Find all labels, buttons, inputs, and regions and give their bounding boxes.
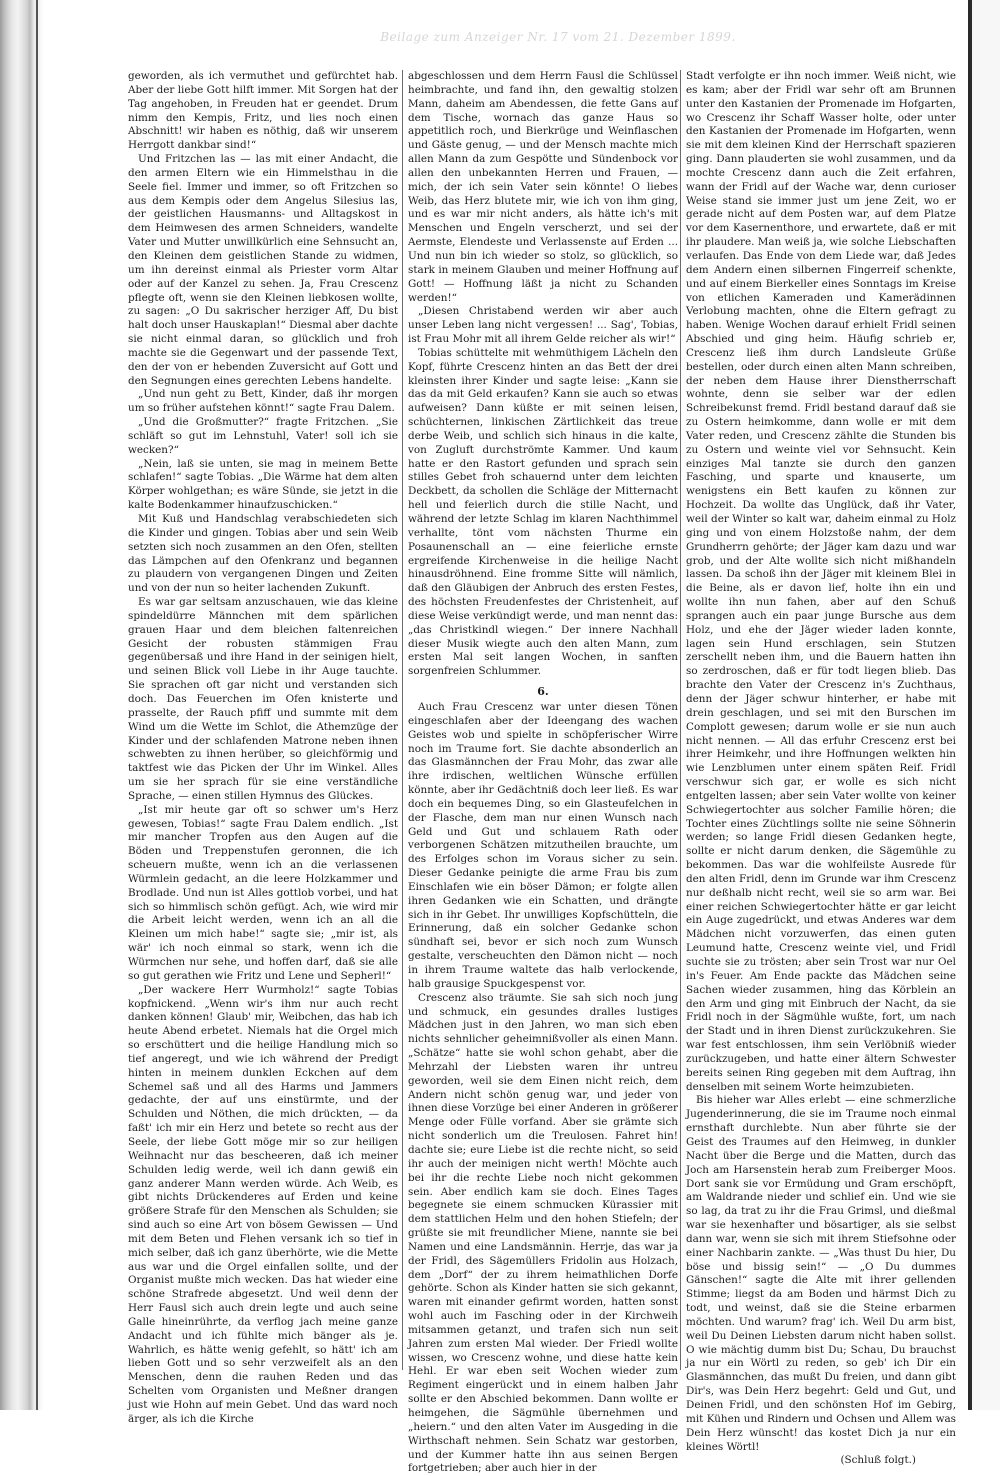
paragraph: „Der wackere Herr Wurmholz!“ sagte Tobias kopfnickend. „Wenn wir's ihm nur auch recht danken können! Glaub' mir, Weibchen, das hab ich heute Abend erbetet. Niemals hat die Orgel mich so erschüttert und die heilige Handlung mich so tief angeregt, und wie ich während der Predigt hinten in meinem dunklen Eckchen auf dem Schemel saß und all des Harms und Jammers gedachte, der auf uns einstürmte, und der Schulden und Nöthen, die mich drückten, — da faßt' ich mir ein Herz und betete so recht aus der Seele, der liebe Gott möge mir so zur heiligen Weihnacht nur das bescheeren, daß ich meiner Schulden ledig werde, weil ich dann gewiß ein ganz anderer Mann werden würde. Ach Weib, es gibt nichts Drückenderes auf Erden und keine größere Strafe für den Menschen als Schulden; sie sind auch so eine Art von bösem Gewissen — Und mit dem Beten und Flehen versank ich so tief in mich selber, daß ich ganz überhörte, wie die Mette aus war und die Orgel einfallen sollte, und der Organist mußte mich wecken. Das hat wieder eine schöne Strafrede abgesetzt. Und weil denn der Herr Fausl sich auch drein legte und auch seine Galle hineinrührte, da verflog jach meine ganze Andacht und ich fühlte mich bänger als je. Wahrlich, es hätte wenig gefehlt, so hätt' ich am lieben Gott und so sehr verzweifelt als an den Menschen, denn die rauhen Reden und das Schelten vom Organisten und Meßner drangen just wie Hohn auf mein Gebet. Und das ward noch ärger, als ich die Kirche [128,983,398,1425]
column-rule [402,70,403,1370]
paragraph: abgeschlossen und dem Herrn Fausl die Schlüssel heimbrachte, und fand ihn, den gewaltig stolzen Mann, daheim am Abendessen, die fette Gans auf dem Tische, wornach das ganze Haus so appetitlich roch, und Bierkrüge und Weinflaschen und Gäste genug, — und der Mensch machte mich allen Mann da zum Gespötte und Sündenbock vor allen den unbekannten Herren und Frauen, — mich, der ich sein Vater sein könnte! O liebes Weib, das Herz blutete mir, wie ich von ihm ging, und es war mir nicht anders, als hätte ich's mit Menschen und Engeln verscherzt, und sei der Aermste, Elendeste und Verlassenste auf Erden ... Und nun bin ich wieder so stolz, so glücklich, so stark in meinem Glauben und meiner Hoffnung auf Gott! — Hoffnung läßt ja nicht zu Schanden werden!“ [408,70,678,304]
text-column-2 [408,70,678,1475]
paragraph: Tobias schüttelte mit wehmüthigem Lächeln den Kopf, führte Crescenz hinten an das Bett der drei kleinsten ihrer Kinder und sagte leise: „Kann sie das da mit Geld erkaufen? Kann sie auch so etwas aufweisen? Dann küßte er mit seinen leisen, schüchternen, linkischen Zärtlichkeit das treue derbe Weib, und schlich sich hinaus in die kalte, von Zugluft durchströmte Kammer. Und kaum hatte er den Rastort gefunden und sprach sein stilles Gebet froh schauernd unter dem leichten Deckbett, da schollen die Schläge der Mitternacht hell und feierlich durch die stille Nacht, und während der letzte Schlag im klaren Nachthimmel verhallte, tönt vom nächsten Thurme ein Posaunenschall an — eine feierliche ernste ergreifende Kirchenweise in die heilige Nacht hinausdröhnend. Eine fromme Sitte will nämlich, daß den Gläubigen der Anbruch des ersten Festes, des höchsten Freudenfestes der Christenheit, auf diese Weise verkündigt werde, und man nennt das: „das Christkindl wiegen.“ Der innere Nachhall dieser Musik wiegte auch den alten Mann, zum ersten Mal seit langen Wochen, in sanften sorgenfreien Schlummer. [408,346,678,678]
page-margin-right [972,0,1000,1410]
paragraph: Crescenz also träumte. Sie sah sich noch jung und schmuck, ein gesundes dralles lustiges Mädchen just in den Jahren, wo man sich eben nichts sehnlicher geheimnißvoller als einen Mann. „Schätze“ hatte sie wohl schon gehabt, aber die Mehrzahl der Liebsten waren ihr untreu geworden, weil sie dem Einen nicht reich, dem Andern nicht schön genug war, und jeder von ihnen diese Vorzüge bei einer Anderen in größerer Menge oder Fülle vorfand. Aber sie grämte sich nicht sonderlich um die Treulosen. Fahret hin! dachte sie; eure Liebe ist die rechte nicht, so seid ihr auch der meinigen nicht werth! Möchte auch bei ihr die rechte Liebe noch nicht gekommen sein. Aber endlich kam sie doch. Eines Tages begegnete sie einem schmucken Kürassier mit dem stattlichen Helm und den hohen Stiefeln; der grüßte sie mit freundlicher Miene, nannte sie bei Namen und eine Landsmännin. Herrje, das war ja der Fridl, des Sägemüllers Fridolin aus Holzach, dem „Dorf“ der zu ihrem heimathlichen Dorfe gehörte. Schon als Kinder hatten sie sich gekannt, waren mit einander gefirmt worden, hatten sonst wohl auch im Fasching oder in der Kirchweih mitsammen getanzt, und trafen sich nun seit Jahren zum ersten Mal wieder. Der Friedl wollte wissen, wo Crescenz wohne, und diese hatte kein Hehl. Er war eben seit Wochen wieder zum Regiment eingerückt und in einem halben Jahr sollte er den Abschied bekommen. Dann wollte er heimgehen, die Sägmühle übernehmen und „heiern.“ und den alten Vater im Ausgeding in die Wirthschaft nehmen. Sein Schatz war gestorben, und der Kummer hatte ihn aus seinen Bergen fortgetrieben; aber auch hier in der [408,991,678,1475]
paragraph: geworden, als ich vermuthet und gefürchtet hab. Aber der liebe Gott hilft immer. Mit Sorgen hat der Tag angehoben, in Freuden hat er geendet. Drum nimm den Kempis, Fritz, und lies noch einen Abschnitt! wir haben es nöthig, daß wir unserem Herrgott dankbar sind!“ [128,70,398,152]
paragraph: Stadt verfolgte er ihn noch immer. Weiß nicht, wie es kam; aber der Fridl war sehr oft am Brunnen unter den Kastanien der Promenade im Hofgarten, wo Crescenz ihr Schaff Wasser holte, oder unter den Kastanien der Promenade im Hofgarten, wenn sie mit dem kleinen Kind der Herrschaft spazieren ging. Dann plauderten sie wohl zusammen, und da mochte Crescenz dann auch die Zeit erfahren, wann der Fridl auf der Wache war, denn curioser Weise stand sie immer just um jene Zeit, wo er gerade nicht auf dem Posten war, auf dem Platze vor dem Kasernenthore, und erwartete, daß er mit ihr plaudere. Man weiß ja, wie solche Liebschaften verlaufen. Das Ende von dem Liede war, daß Jedes dem Andern einen silbernen Fingerreif schenkte, und auf einem Bierkeller eines Sonntags im Kreise von etlichen Kameraden und Kamerädinnen Verlobung machten, ohne die Eltern gefragt zu haben. Wenige Wochen darauf erhielt Fridl seinen Abschied und ging heim. Häufig schrieb er, Crescenz ließ ihm durch Landsleute Grüße bestellen, oder durch einen alten Mann schreiben, der neben dem Hause ihrer Dienstherrschaft wohnte, denn sie selber war der edlen Schreibekunst fremd. Fridl bestand darauf daß sie zu Ostern heimkomme, dann wolle er mit dem Vater reden, und Crescenz zählte die Stunden bis zu Ostern und weinte viel vor Sehnsucht. Kein einziges Mal tanzte sie durch den ganzen Fasching, und sparte und knauserte, um wenigstens ein Bett kaufen zu können zur Hochzeit. Da wollte das Unglück, daß ihr Vater, weil der Winter so kalt war, daheim einmal zu Holz ging und von einem Holzstoße nahm, der dem Grundherrn gehörte; der Jäger kam dazu und war grob, und der Alte wollte sich nicht mißhandeln lassen. Da schoß ihn der Jäger mit kleinem Blei in die Beine, als er davon lief, holte ihn ein und wollte ihn nun fahen, aber auf den Schuß sprangen auch ein paar junge Bursche aus dem Holz, und ehe der Jäger wieder laden konnte, lagen sein Hund erschlagen, sein Stutzen zerschellt neben ihm, und die Bauern hatten ihn so zerdroschen, daß er für todt liegen blieb. Das brachte den Vater der Crescenz in's Zuchthaus, denn der Jäger schwur hinterher, er habe mit drein geschlagen, und sei mit den Burschen im Complott gewesen; darum wolle er sie nun auch nicht nennen. — All das erfuhr Crescenz erst bei ihrer Heimkehr, und ihre Hoffnungen welkten hin wie Lenzblumen unter einem späten Reif. Fridl verschwur sich gar, er wolle es sich nicht entgelten lassen; aber sein Vater wollte von keiner Schwiegertochter aus solcher Familie hören; die Tochter eines Züchtlings sollte nie seine Söhnerin werden; so lange Fridl diesen Gedanken hegte, sollte er nicht darum denken, die Sägemühle zu bekommen. Das war die wohlfeilste Ausrede für den alten Fridl, denn im Grunde war ihm Crescenz nur deßhalb nicht recht, weil sie so arm war. Bei einer reichen Schwiegertochter hätte er gar leicht ein Auge zugedrückt, und etwas Anderes war dem Mädchen nicht vorzuwerfen, das einen guten Leumund hatte, Crescenz weinte viel, und Fridl suchte sie zu trösten; aber sein Trost war nur Oel in's Feuer. Am Ende packte das Mädchen seine Sachen wieder zusammen, hing das Körblein an den Arm und ging mit Einbruch der Nacht, da sie Fridl noch in der Sägmühle wußte, fort, um nach der Stadt und in ihren Dienst zurückzukehren. Sie war fest entschlossen, ihm sein Verlöbniß wieder zurückzugeben, und hatte einer ältern Schwester bereits seinen Ring gegeben mit dem Auftrag, ihn denselben mit seinem Worte heimzubieten. [686,70,956,1093]
paragraph: „Nein, laß sie unten, sie mag in meinem Bette schlafen!“ sagte Tobias. „Die Wärme hat dem alten Körper wohlgethan; es wäre Sünde, sie jetzt in die kalte Bodenkammer hinaufzuschicken.“ [128,457,398,512]
column-rule [680,70,681,1370]
continuation-note: (Schluß folgt.) [840,1454,916,1467]
section-number: 6. [537,685,549,699]
text-column-1 [128,70,398,1425]
text-column-3 [686,70,956,1467]
paragraph: „Ist mir heute gar oft so schwer um's Herz gewesen, Tobias!“ sagte Frau Dalem endlich. „Ist mir mancher Tropfen aus den Augen auf die Böden und Treppenstufen geronnen, die ich scheuern mußte, wenn ich an die verlassenen Würmlein gedacht, an die leere Holzkammer und Brodlade. Und nun ist Alles gottlob vorbei, und hat sich so himmlisch schön gefügt. Ach, wie wird mir die Arbeit leicht werden, wenn ich an all die Kleinen um mich habe!“ sagte sie; „mir ist, als wär' ich noch einmal so stark, wenn ich die Würmchen nur sehe, und hoffen darf, daß sie alle so gut gerathen wie Fritz und Lene und Sepherl!“ [128,803,398,982]
paragraph: „Diesen Christabend werden wir aber auch unser Leben lang nicht vergessen! ... Sag', Tobias, ist Frau Mohr mit all ihrem Gelde reicher als wir!“ [408,305,678,346]
paragraph: „Und nun geht zu Bett, Kinder, daß ihr morgen um so früher aufstehen könnt!“ sagte Frau Dalem. [128,388,398,415]
running-head: Beilage zum Anzeiger Nr. 17 vom 21. Dezember 1899. [380,30,736,44]
paragraph: Bis hieher war Alles erlebt — eine schmerzliche Jugenderinnerung, die sie im Traume noch einmal ernsthaft durchlebte. Nun aber führte sie der Geist des Traumes auf den Heimweg, in dunkler Nacht über die Berge und die Matten, durch das Joch am Harsenstein herab zum Freiberger Moos. Dort sank sie vor Ermüdung und Gram erschöpft, am Waldrande nieder und schlief ein. Und wie sie so lag, da trat zu ihr die Frau Grimsl, und dießmal war sie hexenhafter und bösartiger, als sie selbst dann war, wenn sie sich mit ihrem Stiefsohne oder einer Nachbarin zankte. — „Was thust Du hier, Du böse und bissig sein!“ — „O Du dummes Gänschen!“ sagte die Alte mit ihrer gellenden Stimme; liegst da am Boden und härmst Dich zu todt, und weinst, daß sie die Steine erbarmen möchten. Und warum? frag' ich. Weil Du arm bist, weil Du Deinen Liebsten darum nicht haben sollst. O wie mächtig dumm bist Du; Schau, Du brauchst ja nur ein Wörtl zu reden, so geb' ich Dir ein Glasmännchen, das mußt Du freien, und dann gibt Dir's, was Dein Herz begehrt: Geld und Gut, und Deinen Fridl, und den schönsten Hof im Gebirg, mit Kühen und Rindern und Ochsen und Allem was Dein Herz wünscht! das kostet Dich ja nur ein kleines Wörtl! [686,1094,956,1453]
paragraph: Mit Kuß und Handschlag verabschiedeten sich die Kinder und gingen. Tobias aber und sein Weib setzten sich noch zusammen an den Ofen, stellten das Lämpchen auf den Ofenkranz und begannen zu plaudern von vergangenen Dingen und Zeiten und von der nun so heiter lachenden Zukunft. [128,513,398,595]
paragraph: Es war gar seltsam anzuschauen, wie das kleine spindeldürre Männchen mit dem spärlichen grauen Haar und dem bleichen faltenreichen Gesicht der robusten stämmigen Frau gegenübersaß und ihre Hand in der seinigen hielt, und seinen Blick voll Liebe in ihr Auge tauchte. Sie sprachen oft gar nicht und verstanden sich doch. Das Feuerchen im Ofen knisterte und prasselte, der Rauch pfiff und summte mit dem Wind um die Wette im Schlot, die Athemzüge der Kinder und der schlafenden Matrone neben ihnen schwebten zu ihnen herüber, so gleichförmig und taktfest wie das Picken der Uhr im Winkel. Alles um sie her sprach für sie eine verständliche Sprache, — einen stillen Hymnus des Glückes. [128,596,398,802]
newspaper-page [128,30,960,1475]
binding-line [36,0,38,1410]
paragraph: Und Fritzchen las — las mit einer Andacht, die den armen Eltern wie ein Himmelsthau in die Seele fiel. Immer und immer, so oft Fritzchen so aus dem Kempis oder dem Angelus Silesius las, der geistlichen Hausmanns- und Alltagskost in dem Heimwesen des armen Schneiders, wandelte Vater und Mutter unwillkürlich eine Sehnsucht an, den Kleinen dem geistlichen Stande zu widmen, um ihn dereinst einmal als Priester vorm Altar oder auf der Kanzel zu sehen. Ja, Frau Crescenz pflegte oft, wenn sie den Kleinen liebkosen wollte, zu sagen: „O Du sakrischer herziger Aff, Du bist halt doch unser Hauskaplan!“ Diesmal aber dachte sie nicht einmal daran, so glücklich und froh machte sie die Gegenwart und der passende Text, den der von er hebenden Zuversicht auf Gott und den Segnungen eines gerechten Lebens handelte. [128,153,398,387]
paragraph: Auch Frau Crescenz war unter diesen Tönen eingeschlafen aber der Ideengang des wachen Geistes wob und spielte in schöpferischer Wirre noch im Traume fort. Sie dachte absonderlich an das Glasmännchen der Frau Mohr, das zwar alle ihre irdischen, weltlichen Wünsche erfüllen könnte, aber ihr Gedächtniß doch leer ließ. Es war doch ein bequemes Ding, so ein Glasteufelchen in der Flasche, dem man nur einen Wunsch nach Geld und Gut und schlauem Rath oder verborgenen Schätzen mitzutheilen brauchte, um des Erfolges schon im Voraus sicher zu sein. Dieser Gedanke peinigte die arme Frau bis zum Einschlafen wie ein böser Dämon; er folgte allen ihren Gedanken wie ein Schatten, und drängte sich in ihr Gebet. Ihr unwilliges Kopfschütteln, die Erinnerung, daß ein solcher Gedanke schon sündhaft sei, bevor er sich noch zum Wunsch gestalte, verscheuchten den Dämon nicht — noch in ihrem Traume waltete das halb verlockende, halb grausige Spuckgespenst vor. [408,700,678,990]
paragraph: „Und die Großmutter?“ fragte Fritzchen. „Sie schläft so gut im Lehnstuhl, Vater! soll ich sie wecken?“ [128,416,398,456]
